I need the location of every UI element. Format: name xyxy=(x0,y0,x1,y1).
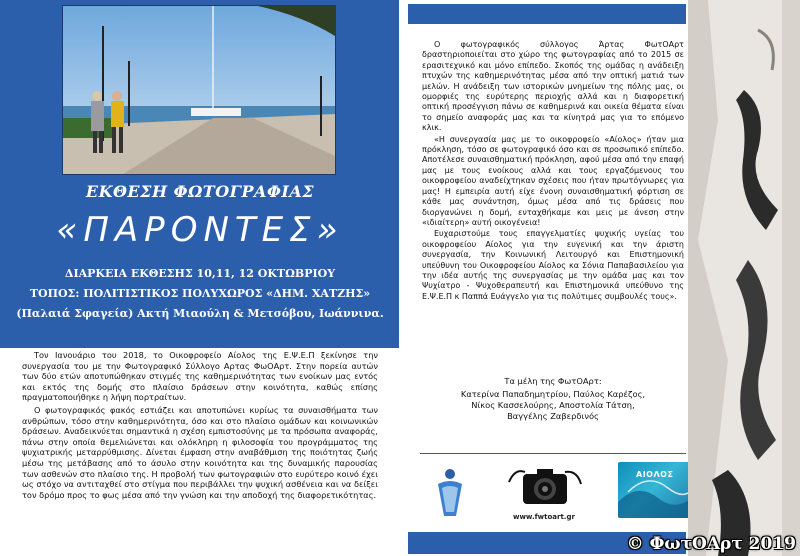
exhibit-address: (Παλαιά Σφαγεία) Ακτή Μιαούλη & Μετσόβου, Ιωάννινα. xyxy=(16,307,384,320)
right-paragraph: Ο φωτογραφικός σύλλογος Άρτας ΦωτΟΑρτ δραστηριοποιείται στο χώρο της φωτογραφίας από το 2015 σε ερασιτεχνικό και μόνο επίπεδο. Σκοπός της ομάδας η ανάδειξη πτυχών της καθημερινότητας μέσα από την οπτική ματιά των μελών. Η ανάδειξη των ιστορικών μνημείων της πόλης μας, οι ομορφιές της ευρύτερης περιοχής αλλά και η διαφορετική οπτική προσέγγιση πάνω σε καθημερινά και οικεία θέματα είναι το σημείο αναφοράς μας και τα κίνητρά μας για το επόμενο κλικ. xyxy=(422,40,684,133)
members-line: Βαγγέλης Ζαβερδινός xyxy=(507,411,599,421)
copyright-watermark: © ΦωτΟΑρτ 2019 xyxy=(626,534,796,554)
members-line: Νίκος Κασσελούρης, Αποστολία Τάτση, xyxy=(471,400,635,410)
members-block xyxy=(422,376,684,422)
fwtoart-logo xyxy=(505,462,585,526)
exhibit-subtitle: ΕΚΘΕΣΗ ΦΩΤΟΓΡΑΦΙΑΣ xyxy=(85,182,315,201)
logo-brand: ΑΙΟΛΟΣ xyxy=(636,470,674,479)
divider xyxy=(420,453,686,454)
painting-strip xyxy=(688,0,800,556)
cover-photo xyxy=(62,5,336,175)
members-line: Κατερίνα Παπαδημητρίου, Παύλος Καρέζος, xyxy=(460,389,646,399)
left-paragraph: Ο φωτογραφικός φακός εστιάζει και αποτυπώνει κυρίως τα συναισθήματα των ανθρώπων, τόσο στην καθημερινότητα, όσο και στο πλαίσιο ομάδων και κοινωνικών δράσεων. Αναδεικνύεται σημαντικά η σχέση εμπιστοσύνης με τα πρόσωπα αναφοράς, πάνω στην οποία θεμελιώνεται και ολόκληρη η φιλοσοφία του προγράμματος της ψυχιατρικής μεταρρύθμισης. Δίνεται έμφαση στην αναβάθμιση της ποιότητας ζωής μέσω της μετάβασης από το άσυλο στην κοινότητα και της δυναμικής παρουσίας των ασθενών στο πλαίσιο της. Η προβολή των φωτογραφιών στο ευρύτερο κοινό έχει ως στόχο να αντιταχθεί στο στίγμα που περιβάλλει την ψυχική ασθένεια και να δείξει τον δρόμο προς το φως μέσα από την γνώση και την αποδοχή της διαφορετικότητας. xyxy=(22,404,378,500)
members-title: Τα μέλη της ΦωτΟΑρτ: xyxy=(504,376,602,386)
epsep-logo xyxy=(430,466,470,522)
exhibit-venue: ΤΟΠΟΣ: ΠΟΛΙΤΙΣΤΙΚΟΣ ΠΟΛΥΧΩΡΟΣ «ΔΗΜ. ΧΑΤΖΗΣ» xyxy=(29,287,371,300)
exhibit-duration: ΔΙΑΡΚΕΙΑ ΕΚΘΕΣΗΣ 10,11, 12 ΟΚΤΩΒΡΙΟΥ xyxy=(64,267,336,280)
logo-website: www.fwtoart.gr xyxy=(513,513,575,521)
right-paragraph: Ευχαριστούμε τους επαγγελματίες ψυχικής υγείας του οικοφροφείου Αίολος για την ευγενική και την άριστη συνεργασία, την Κοινωνική Λειτουργό και Επιστημονική υπεύθυνη του Οικοφροφείου Αίολος κα Σόνια Παπαβασιλείου για την ιδέα αυτής της συνεργασίας με την ομάδα μας και τον Ψυχίατρο - Ψυχοθεραπευτή και Επιστημονικά υπεύθυνο της Ε.Ψ.Ε.Π κ Παππά Ευάγγελο για τις πολύτιμες συμβουλές τους». xyxy=(422,229,684,301)
exhibit-title: «ΠΑΡΟΝΤΕΣ» xyxy=(56,210,344,250)
left-body-text xyxy=(22,350,378,502)
aiolos-logo xyxy=(618,462,698,518)
left-paragraph: Τον Ιανουάριο του 2018, το Οικοφροφείο Αίολος της Ε.Ψ.Ε.Π ξεκίνησε την συνεργασία του με την Φωτογραφικό Σύλλογο Αρτας ΦωΟΑρτ. Στην πορεία αυτών των δύο ετών αποτυπώθηκαν στιγμές της καθημερινότητας των ενοίκων μας εντός και εκτός της δομής στο πλαίσιο δράσεων στην κοινότητα, καθώς επίσης πραγματοποιήθηκε η λήψη πορτραίτων. xyxy=(22,350,378,403)
right-paragraph: «Η συνεργασία μας με το οικοφροφείο «Αίολος» ήταν μια πρόκληση, τόσο σε φωτογραφικό όσο και σε προσωπικό επίπεδο. Αποτέλεσε συναισθηματική πρόκληση, αφού μέσα από την επαφή μας με τους ενοίκους αλλά και τους εργαζόμενους του οικοφροφείου αναδείχτηκαν σχέσεις που ήταν πρωτόγνωρες για μας! Η εμπειρία αυτή είχε ένονη συναισθηματική φόρτιση σε κάθε μας συνάντηση, όμως μέσα από τις δράσεις που διοργανώνει η δομή, ενταχθήκαμε και μεις με άνεση στην «ιδιαίτερη» αυτή οικογένεια! xyxy=(422,134,684,227)
right-body-text xyxy=(422,40,684,303)
left-blue-panel xyxy=(0,0,400,348)
right-top-bar xyxy=(408,4,686,24)
